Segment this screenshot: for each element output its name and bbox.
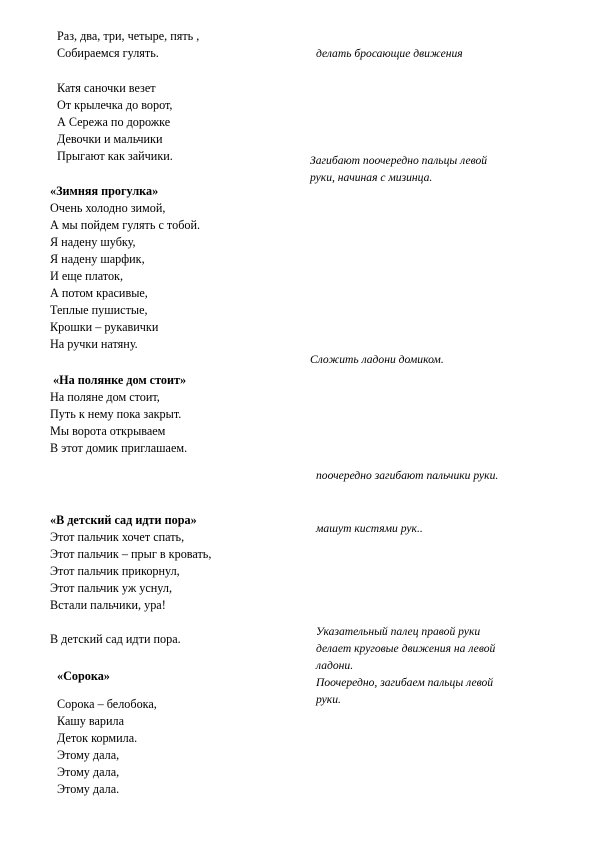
verse-line: Крошки – рукавички [50,320,159,334]
verse-line: А потом красивые, [50,286,148,300]
instruction-note: руки. [316,693,341,706]
verse-line: Этот пальчик прикорнул, [50,564,180,578]
verse-line: Этому дала. [57,782,120,796]
verse-line: Теплые пушистые, [50,303,148,317]
verse-line: Девочки и мальчики [57,132,163,146]
instruction-note: ладони. [316,659,354,672]
verse-title: «В детский сад идти пора» [50,513,197,527]
verse-line: Этот пальчик хочет спать, [50,530,185,544]
verse-line: И еще платок, [50,269,124,283]
verse-line: Путь к нему пока закрыт. [50,407,182,421]
instruction-note: делать бросающие движения [316,47,463,60]
verse-title: «Зимняя прогулка» [50,184,159,198]
verse-line: Собираемся гулять. [57,46,159,60]
instruction-note: Поочередно, загибаем пальцы левой [316,676,494,689]
verse-line: В этот домик приглашаем. [50,441,188,455]
instruction-note: Указательный палец правой руки [316,625,481,638]
verse-line: Раз, два, три, четыре, пять , [57,29,200,43]
verse-line: Встали пальчики, ура! [50,598,166,612]
verse-line: Катя саночки везет [57,81,156,95]
verse-line: Очень холодно зимой, [50,201,166,215]
verse-line: От крылечка до ворот, [57,98,173,112]
instruction-note: руки, начиная с мизинца. [310,171,433,184]
instruction-note: Сложить ладони домиком. [310,353,444,366]
verse-line: Этому дала, [57,748,120,762]
verse-line: А Сережа по дорожке [57,115,171,129]
instruction-note: машут кистями рук.. [316,522,423,535]
verse-line: На ручки натяну. [50,337,138,351]
verse-line: Я надену шубку, [50,235,136,249]
verse-line: Я надену шарфик, [50,252,145,266]
verse-line: Деток кормила. [57,731,138,745]
verse-title: «На полянке дом стоит» [53,373,187,387]
instruction-note: делает круговые движения на левой [316,642,496,655]
verse-line: Кашу варила [57,714,125,728]
verse-line: На поляне дом стоит, [50,390,160,404]
verse-line: В детский сад идти пора. [50,632,181,646]
verse-line: Прыгают как зайчики. [57,149,173,163]
instruction-note: поочередно загибают пальчики руки. [316,469,499,482]
verse-line: Этот пальчик уж уснул, [50,581,172,595]
verse-line: Мы ворота открываем [50,424,166,438]
verse-line: Этот пальчик – прыг в кровать, [50,547,212,561]
verse-line: Этому дала, [57,765,120,779]
verse-line: Сорока – белобока, [57,697,157,711]
instruction-note: Загибают поочередно пальцы левой [310,154,488,167]
verse-title: «Сорока» [57,669,110,683]
verse-line: А мы пойдем гулять с тобой. [50,218,201,232]
